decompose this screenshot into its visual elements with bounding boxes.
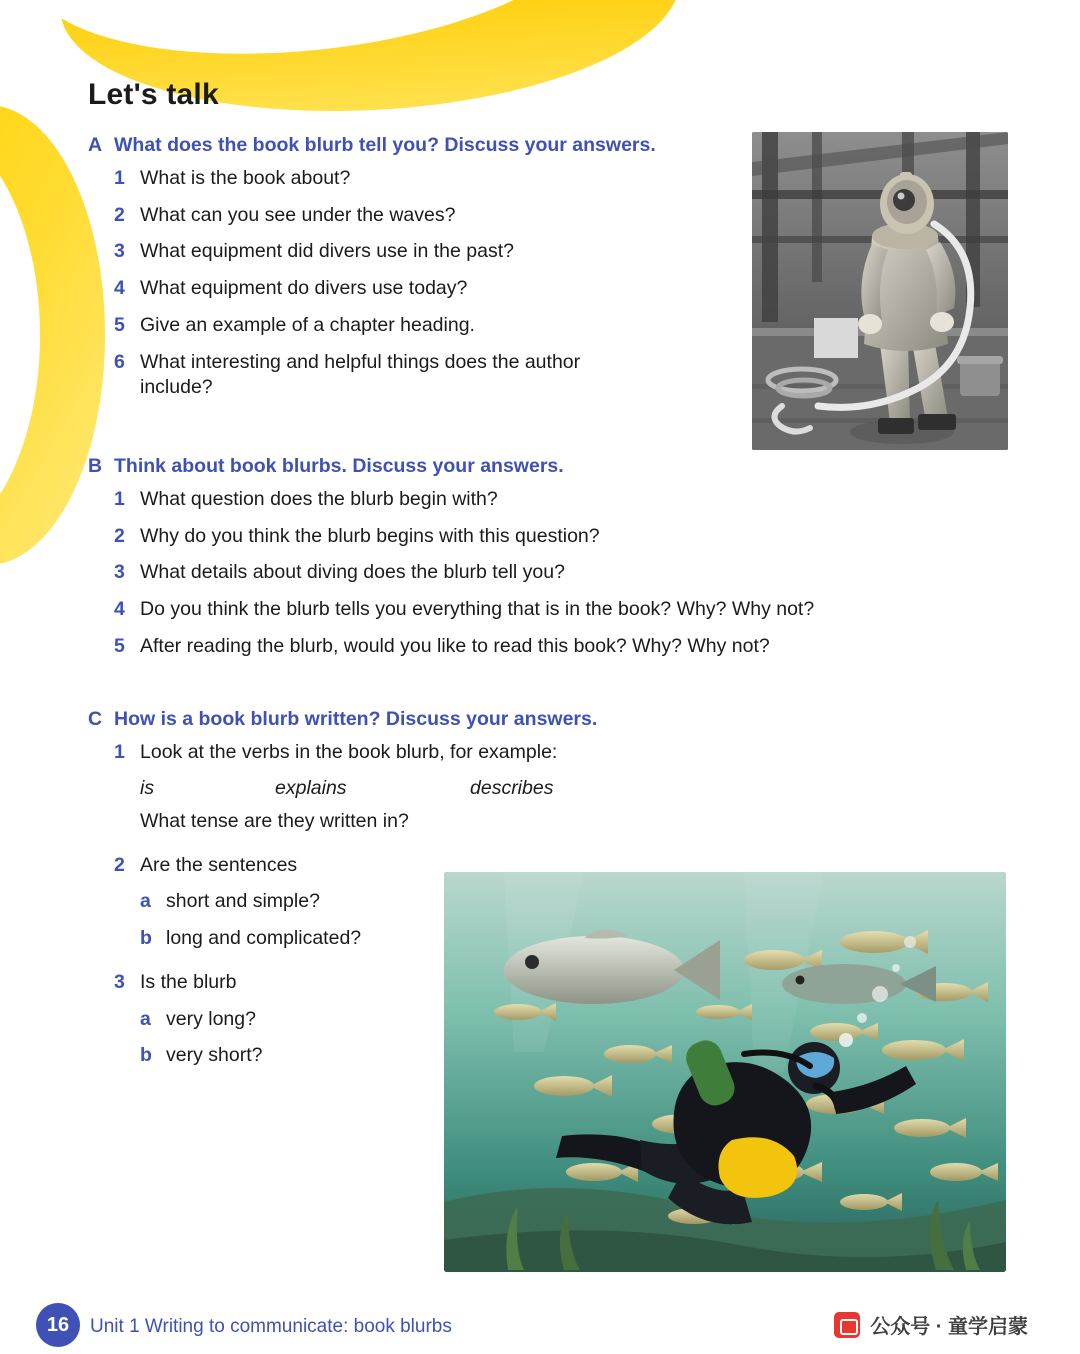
page-number-badge: 16	[36, 1303, 80, 1347]
question-a4-number: 4	[114, 277, 125, 300]
section-a-letter: A	[88, 134, 103, 156]
question-c3-number: 3	[114, 970, 125, 993]
question-b3-text: What details about diving does the blurb tell you?	[140, 561, 565, 584]
tense-question: What tense are they written in?	[140, 809, 409, 832]
page-title: Let's talk	[88, 78, 219, 111]
question-c3-text: Is the blurb	[140, 970, 237, 993]
section-c-heading-text: How is a book blurb written? Discuss your answers.	[114, 708, 598, 730]
section-b-heading-text: Think about book blurbs. Discuss your answers.	[114, 455, 564, 477]
underwater-illustration	[444, 872, 1006, 1272]
question-c2-number: 2	[114, 853, 125, 876]
photo-old-diver	[752, 132, 1008, 450]
question-b4	[88, 597, 968, 623]
verb-example-2: explains	[275, 776, 347, 799]
question-b2	[88, 524, 968, 550]
question-b5-text: After reading the blurb, would you like to read this book? Why? Why not?	[140, 634, 770, 657]
section-c-letter: C	[88, 708, 103, 730]
verb-examples	[88, 777, 968, 800]
question-a6-number: 6	[114, 350, 125, 373]
verb-example-3: describes	[470, 776, 554, 799]
question-c2a-text: short and simple?	[166, 890, 320, 913]
question-b4-number: 4	[114, 598, 125, 621]
question-a3-number: 3	[114, 240, 125, 263]
question-c2-text: Are the sentences	[140, 853, 298, 876]
question-c2a-letter: a	[140, 890, 151, 913]
question-b4-text: Do you think the blurb tells you everything that is in the book? Why? Why not?	[140, 598, 815, 621]
question-a5-number: 5	[114, 313, 125, 336]
section-b-heading	[88, 455, 968, 478]
question-a2-text: What can you see under the waves?	[140, 203, 456, 226]
question-c2b-text: long and complicated?	[166, 927, 362, 950]
question-c1-text: Look at the verbs in the book blurb, for example:	[140, 741, 558, 763]
question-a1-text: What is the book about?	[140, 167, 351, 189]
question-b5	[88, 634, 968, 660]
question-a3-text: What equipment did divers use in the past?	[140, 240, 514, 263]
question-c3b-letter: b	[140, 1044, 152, 1067]
question-b3-number: 3	[114, 561, 125, 584]
question-c3a-letter: a	[140, 1007, 151, 1030]
question-a4-text: What equipment do divers use today?	[140, 277, 468, 300]
question-a6-text: What interesting and helpful things does the author include?	[140, 350, 581, 399]
question-b1	[88, 487, 968, 513]
section-c-heading	[88, 708, 968, 731]
photo-underwater-diver	[444, 872, 1006, 1272]
question-b1-text: What question does the blurb begin with?	[140, 488, 498, 510]
question-c1-number: 1	[114, 741, 125, 763]
section-a-heading-text: What does the book blurb tell you? Discuss your answers.	[114, 134, 656, 156]
section-b	[88, 455, 968, 671]
question-b2-number: 2	[114, 524, 125, 547]
watermark-text: 公众号 · 童学启蒙	[870, 1316, 1028, 1338]
footer-caption: Unit 1 Writing to communicate: book blurbs	[90, 1316, 452, 1337]
question-b3	[88, 560, 968, 586]
verb-example-1: is	[140, 776, 155, 799]
question-b1-number: 1	[114, 488, 125, 510]
wechat-icon	[834, 1312, 860, 1338]
question-b5-number: 5	[114, 634, 125, 657]
question-c2b-letter: b	[140, 927, 152, 950]
question-b2-text: Why do you think the blurb begins with this question?	[140, 524, 600, 547]
question-a5-text: Give an example of a chapter heading.	[140, 313, 475, 336]
question-a2-number: 2	[114, 203, 125, 226]
section-b-letter: B	[88, 455, 103, 477]
old-diver-illustration	[752, 132, 1008, 450]
question-c3b-text: very short?	[166, 1044, 263, 1067]
question-a1-number: 1	[114, 167, 125, 189]
watermark	[834, 1310, 1028, 1339]
question-c1	[88, 740, 968, 766]
question-c3a-text: very long?	[166, 1007, 256, 1030]
